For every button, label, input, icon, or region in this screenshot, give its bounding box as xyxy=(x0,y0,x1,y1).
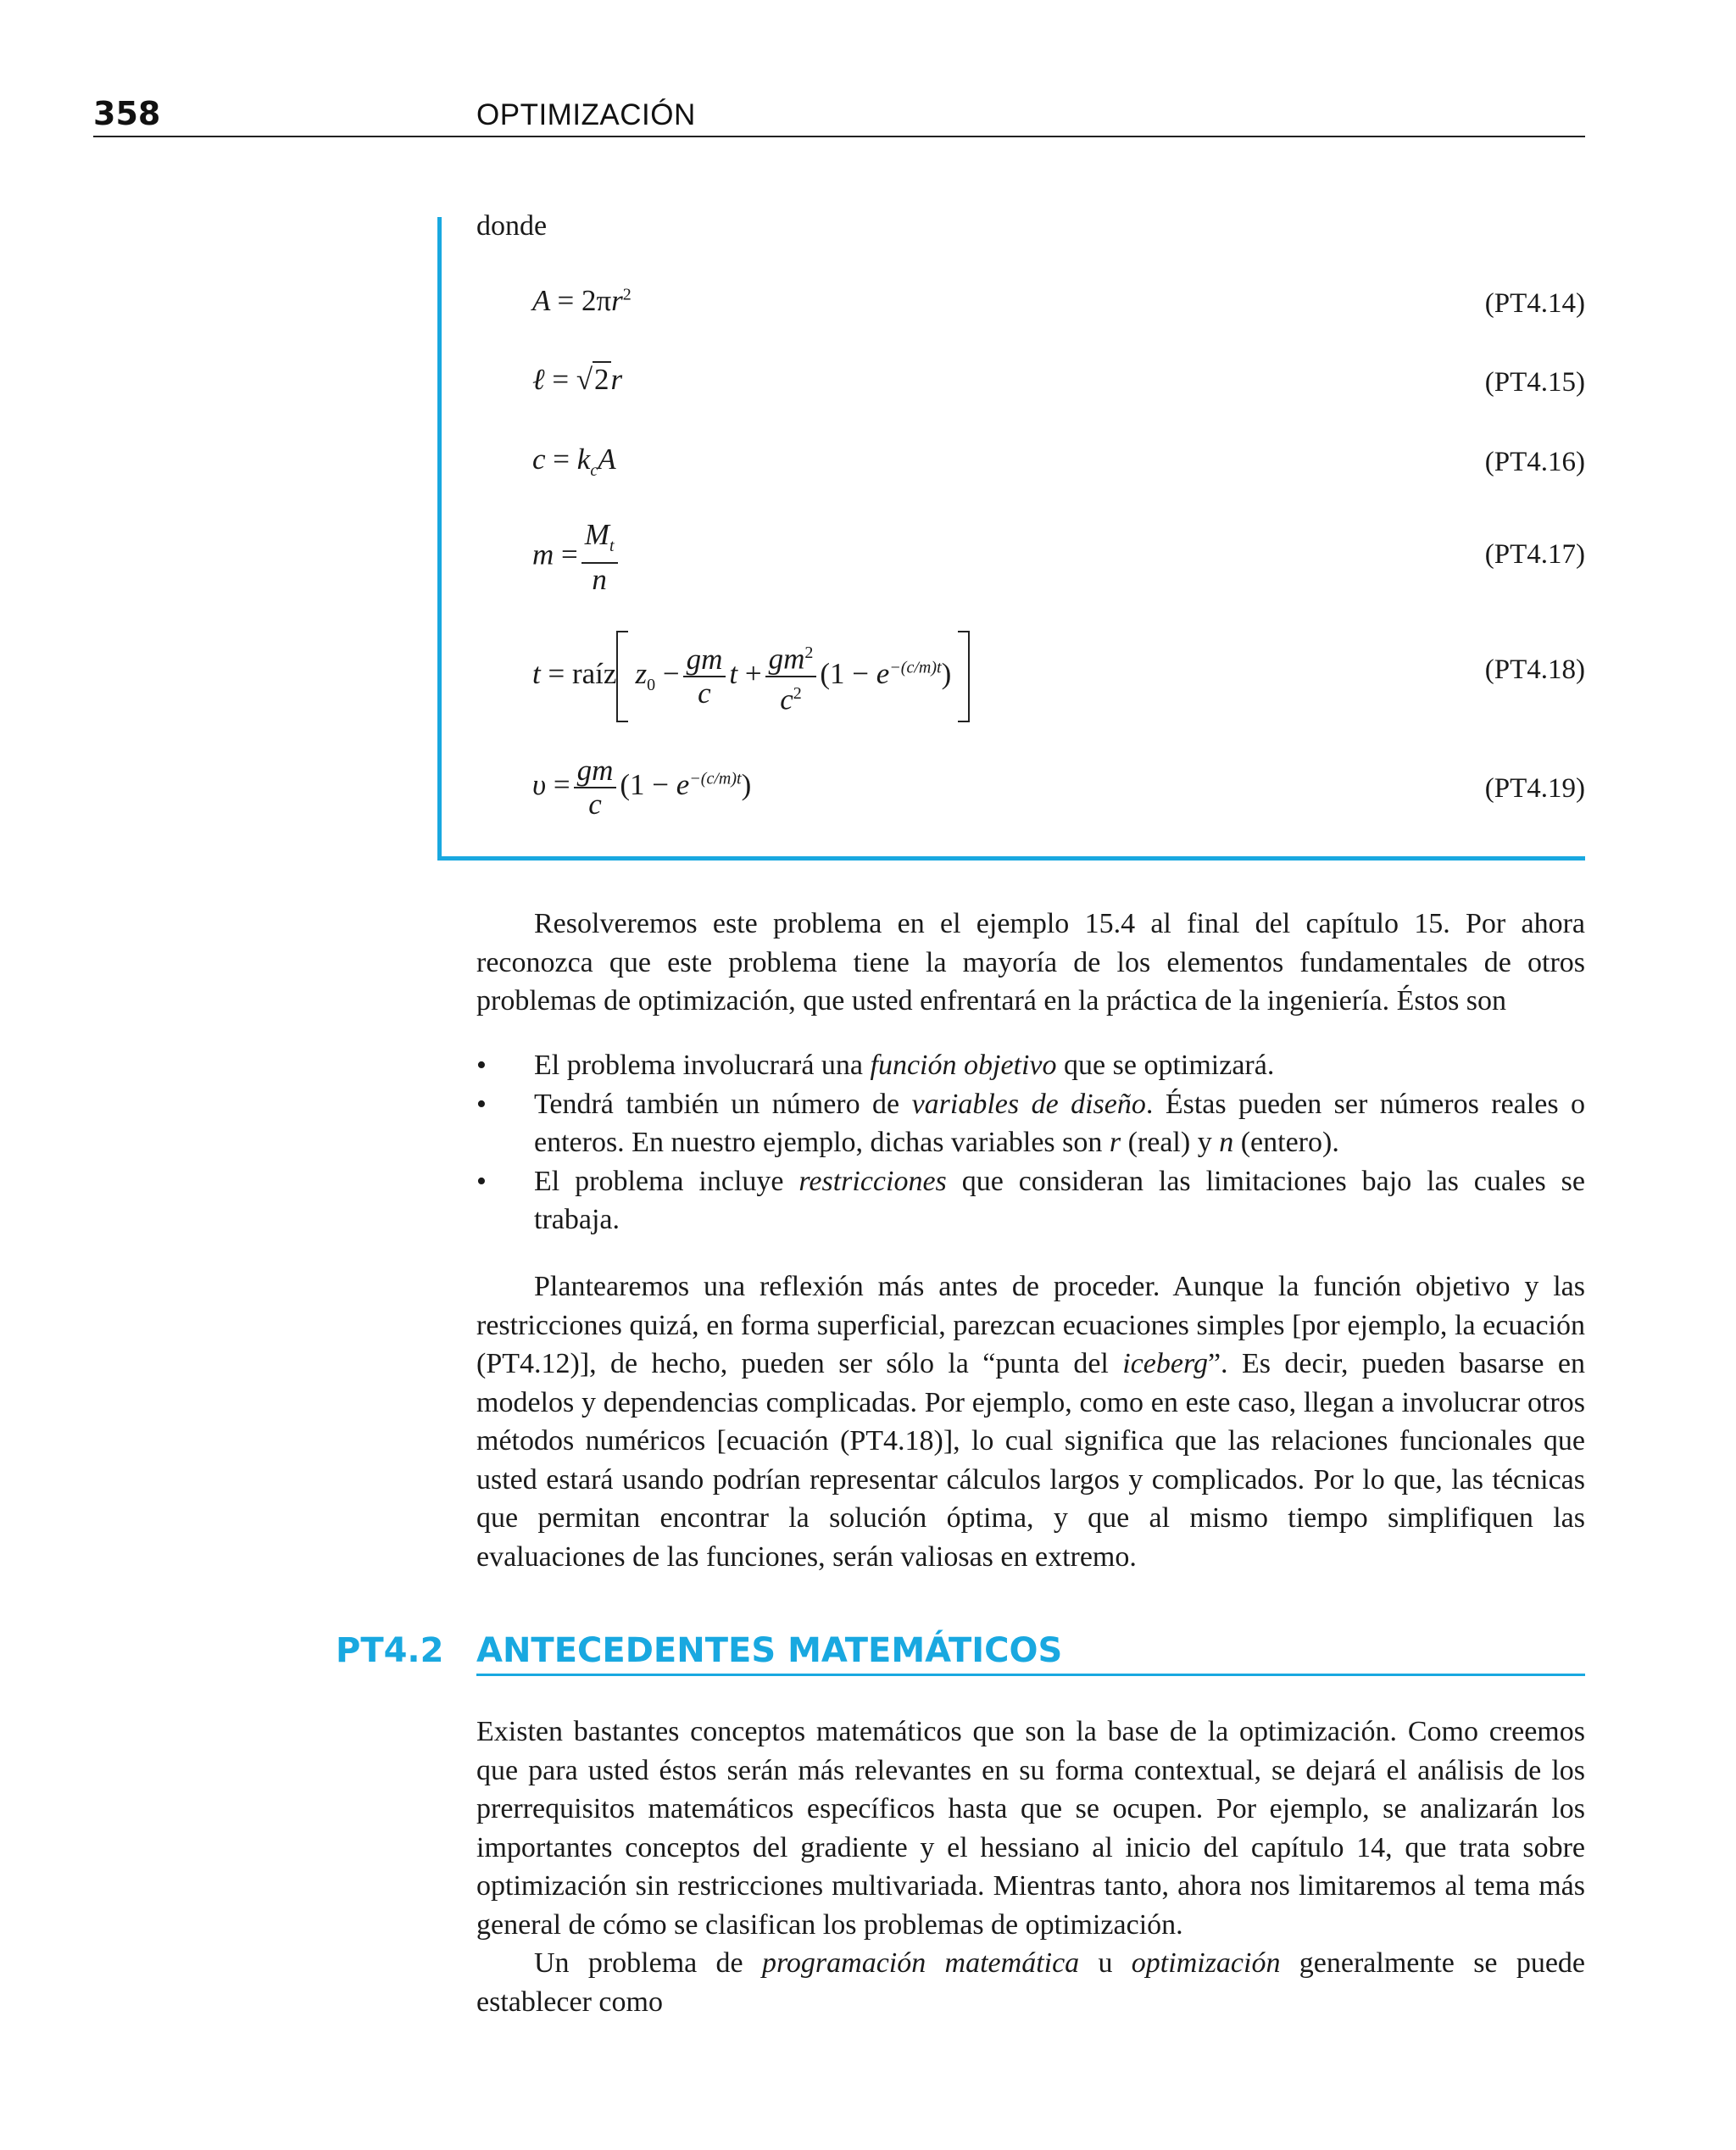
header-rule xyxy=(93,136,1585,137)
equation-pt4-15: ℓ = √2r xyxy=(532,363,623,396)
page-number: 358 xyxy=(93,95,161,132)
equation-label: (PT4.17) xyxy=(1484,539,1585,570)
equation-label: (PT4.18) xyxy=(1484,654,1585,685)
paragraph-math-background: Existen bastantes conceptos matemáticos que son la base de la optimización. Como creemos que para usted éstos serán más relevantes en su forma contextual, se dejará el análisis de los prerrequisitos matemáticos específicos hasta que se ocupen. Por ejemplo, se analizarán los importantes conceptos del gradiente y el hessiano al inicio del capítulo 14, que trata sobre optimización sin restricciones multivariada. Mientras tanto, ahora nos limitaremos al tema más general de cómo se clasifican los problemas de optimización. xyxy=(476,1716,1585,1941)
list-item: • El problema involucrará una función objetivo que se optimizará. xyxy=(476,1046,1585,1085)
paragraph-intro: Resolveremos este problema en el ejemplo 15.4 al final del capítulo 15. Por ahora reconozca que este problema tiene la mayoría de los elementos fundamentales de otros problemas de optimización, que usted enfrentará en la práctica de la ingeniería. Éstos son xyxy=(476,908,1585,1017)
equation-label: (PT4.15) xyxy=(1484,367,1585,398)
equation-pt4-18: t = raíz $z_0$ − $\frac{gm}{c}$ t + $\frac{gm^2}{c^2}$ $(1 - e^{-(c/m)t})$ xyxy=(532,631,970,722)
section-title: ANTECEDENTES MATEMÁTICOS xyxy=(476,1631,1063,1670)
section-number: PT4.2 xyxy=(336,1631,444,1670)
equation-label: (PT4.16) xyxy=(1484,447,1585,477)
equation-pt4-14: $A = 2\pi r^2$ xyxy=(532,284,632,317)
equation-pt4-16: $c = k_cA$ xyxy=(532,443,616,480)
equation-pt4-19: υ = $\frac{gm}{c}$ $(1 - e^{-(c/m)t})$ xyxy=(532,754,752,821)
list-item: • Tendrá también un número de variables de diseño. Éstas pueden ser números reales o enteros. En nuestro ejemplo, dichas variables son r (real) y n (entero). xyxy=(476,1085,1585,1162)
equation-function-word: raíz xyxy=(571,657,617,691)
equation-label: (PT4.14) xyxy=(1484,288,1585,319)
paragraph-problem-statement: Un problema de programación matemática u optimización generalmente se puede establecer como xyxy=(476,1947,1585,2018)
list-item: • El problema incluye restricciones que consideran las limitaciones bajo las cuales se trabaja. xyxy=(476,1162,1585,1239)
box-intro: donde xyxy=(476,210,548,242)
section-rule xyxy=(476,1674,1585,1676)
paragraph-reflection: Plantearemos una reflexión más antes de proceder. Aunque la función objetivo y las restricciones quizá, en forma superficial, parezcan ecuaciones simples [por ejemplo, la ecuación (PT4.12)], de hecho, pueden ser sólo la “punta del iceberg”. Es decir, pueden basarse en modelos y dependencias complicadas. Por ejemplo, como en este caso, llegan a involucrar otros métodos numéricos [ecuación (PT4.18)], lo cual significa que las relaciones funcionales que usted estará usando podrían representar cálculos largos y complicados. Por lo que, las técnicas que permitan encontrar la solución óptima, y que al mismo tiempo simplifiquen las evaluaciones de las funciones, serán valiosas en extremo. xyxy=(476,1271,1585,1573)
equation-pt4-17: m = $\frac{M_t}{n}$ xyxy=(532,519,621,596)
box-bottom-border xyxy=(437,856,1585,861)
equation-label: (PT4.19) xyxy=(1484,773,1585,804)
box-left-border xyxy=(437,217,442,860)
bullet-list xyxy=(476,1046,1585,1239)
running-header-title: OPTIMIZACIÓN xyxy=(476,98,696,131)
